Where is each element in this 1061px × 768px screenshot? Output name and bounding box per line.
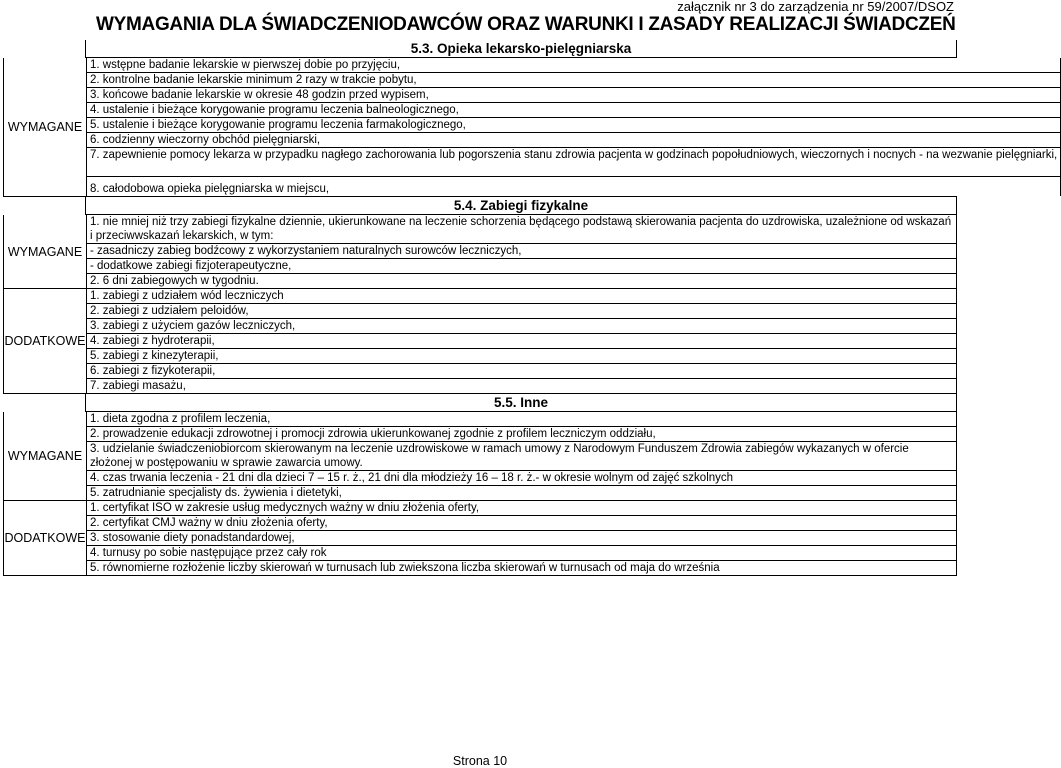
list-item: 5. równomierne rozłożenie liczby skierowań w turnusach lub zwiekszona liczba skierowań w turnusach od maja do września [90, 562, 720, 574]
section-5-5-additional [3, 501, 957, 576]
section-5-4-additional [3, 289, 957, 394]
list-item: 1. certyfikat ISO w zakresie usług medycznych ważny w dniu złożenia oferty, [87, 501, 956, 516]
list-item: 1. nie mniej niż trzy zabiegi fizykalne dziennie, ukierunkowane na leczenie schorzenia będącego podstawą skierowania pacjenta do uzdrowiska, uzależnione od wskazań i przeciwwskazań lekarskich, w tym: [87, 215, 956, 244]
list-item: 4. turnusy po sobie następujące przez cały rok [87, 546, 956, 561]
list-item: 3. zabiegi z użyciem gazów leczniczych, [87, 319, 956, 334]
list-item: 5. zabiegi z kinezyterapii, [87, 349, 956, 364]
list-item: 1. dieta zgodna z profilem leczenia, [87, 412, 956, 427]
group-label: WYMAGANE [7, 120, 83, 134]
list-item: 6. zabiegi z fizykoterapii, [87, 364, 956, 379]
group-label: DODATKOWE [4, 334, 86, 348]
list-item: 4. zabiegi z hydroterapii, [87, 334, 956, 349]
section-5-5-required [3, 412, 957, 501]
list-item: 2. 6 dni zabiegowych w tygodniu. [90, 275, 259, 287]
list-item: - dodatkowe zabiegi fizjoterapeutyczne, [87, 259, 956, 274]
list-item: 2. certyfikat CMJ ważny w dniu złożenia oferty, [87, 516, 956, 531]
group-label: WYMAGANE [7, 244, 83, 259]
list-item: 4. ustalenie i bieżące korygowanie programu leczenia balneologicznego, [87, 103, 1060, 118]
section-5-4-required [3, 215, 957, 289]
annex-reference: załącznik nr 3 do zarządzenia nr 59/2007/DSOZ [677, 0, 954, 14]
list-item: 1. wstępne badanie lekarskie w pierwszej dobie po przyjęciu, [87, 58, 1060, 73]
group-label: DODATKOWE [4, 531, 86, 545]
list-item: 1. zabiegi z udziałem wód leczniczych [87, 289, 956, 304]
page-title: WYMAGANIA DLA ŚWIADCZENIODAWCÓW ORAZ WARUNKI I ZASADY REALIZACJI ŚWIADCZEŃ [96, 14, 956, 35]
section-header-5-3: 5.3. Opieka lekarsko-pielęgniarska [85, 40, 957, 58]
list-item: 2. kontrolne badanie lekarskie minimum 2 razy w trakcie pobytu, [87, 73, 1060, 88]
list-item: 2. zabiegi z udziałem peloidów, [87, 304, 956, 319]
list-item: 6. codzienny wieczorny obchód pielęgniarski, [87, 133, 1060, 148]
section-header-5-5: 5.5. Inne [85, 394, 957, 412]
list-item: - zasadniczy zabieg bodźcowy z wykorzystaniem naturalnych surowców leczniczych, [87, 244, 956, 259]
list-item: 3. udzielanie świadczeniobiorcom skierowanym na leczenie uzdrowiskowe w ramach umowy z Narodowym Funduszem Zdrowia zabiegów wykazanych w ofercie złożonej w postępowaniu w sprawie zawarcia umowy. [87, 442, 956, 471]
list-item: 7. zabiegi masażu, [90, 380, 186, 392]
list-item: 7. zapewnienie pomocy lekarza w przypadku nagłego zachorowania lub pogorszenia stanu zdrowia pacjenta w godzinach popołudniowych, wieczornych i nocnych - na wezwanie pielęgniarki, [87, 148, 1060, 177]
list-item: 3. stosowanie diety ponadstandardowej, [87, 531, 956, 546]
group-label: WYMAGANE [7, 449, 83, 463]
page-number: Strona 10 [452, 754, 508, 768]
section-header-5-4: 5.4. Zabiegi fizykalne [85, 197, 957, 215]
list-item: 4. czas trwania leczenia - 21 dni dla dzieci 7 – 15 r. ż., 21 dni dla młodzieży 16 – 18 r. ż.- w okresie wolnym od zajęć szkolnych [87, 471, 956, 486]
list-item: 8. całodobowa opieka pielęgniarska w miejscu, [90, 183, 330, 195]
list-item: 5. zatrudnianie specjalisty ds. żywienia i dietetyki, [90, 487, 342, 499]
section-5-3-required [3, 58, 1058, 197]
list-item: 3. końcowe badanie lekarskie w okresie 48 godzin przed wypisem, [87, 88, 1060, 103]
list-item: 5. ustalenie i bieżące korygowanie programu leczenia farmakologicznego, [87, 118, 1060, 133]
list-item: 2. prowadzenie edukacji zdrowotnej i promocji zdrowia ukierunkowanej zgodnie z profilem leczniczym oddziału, [87, 427, 956, 442]
requirements-table [3, 40, 1058, 576]
